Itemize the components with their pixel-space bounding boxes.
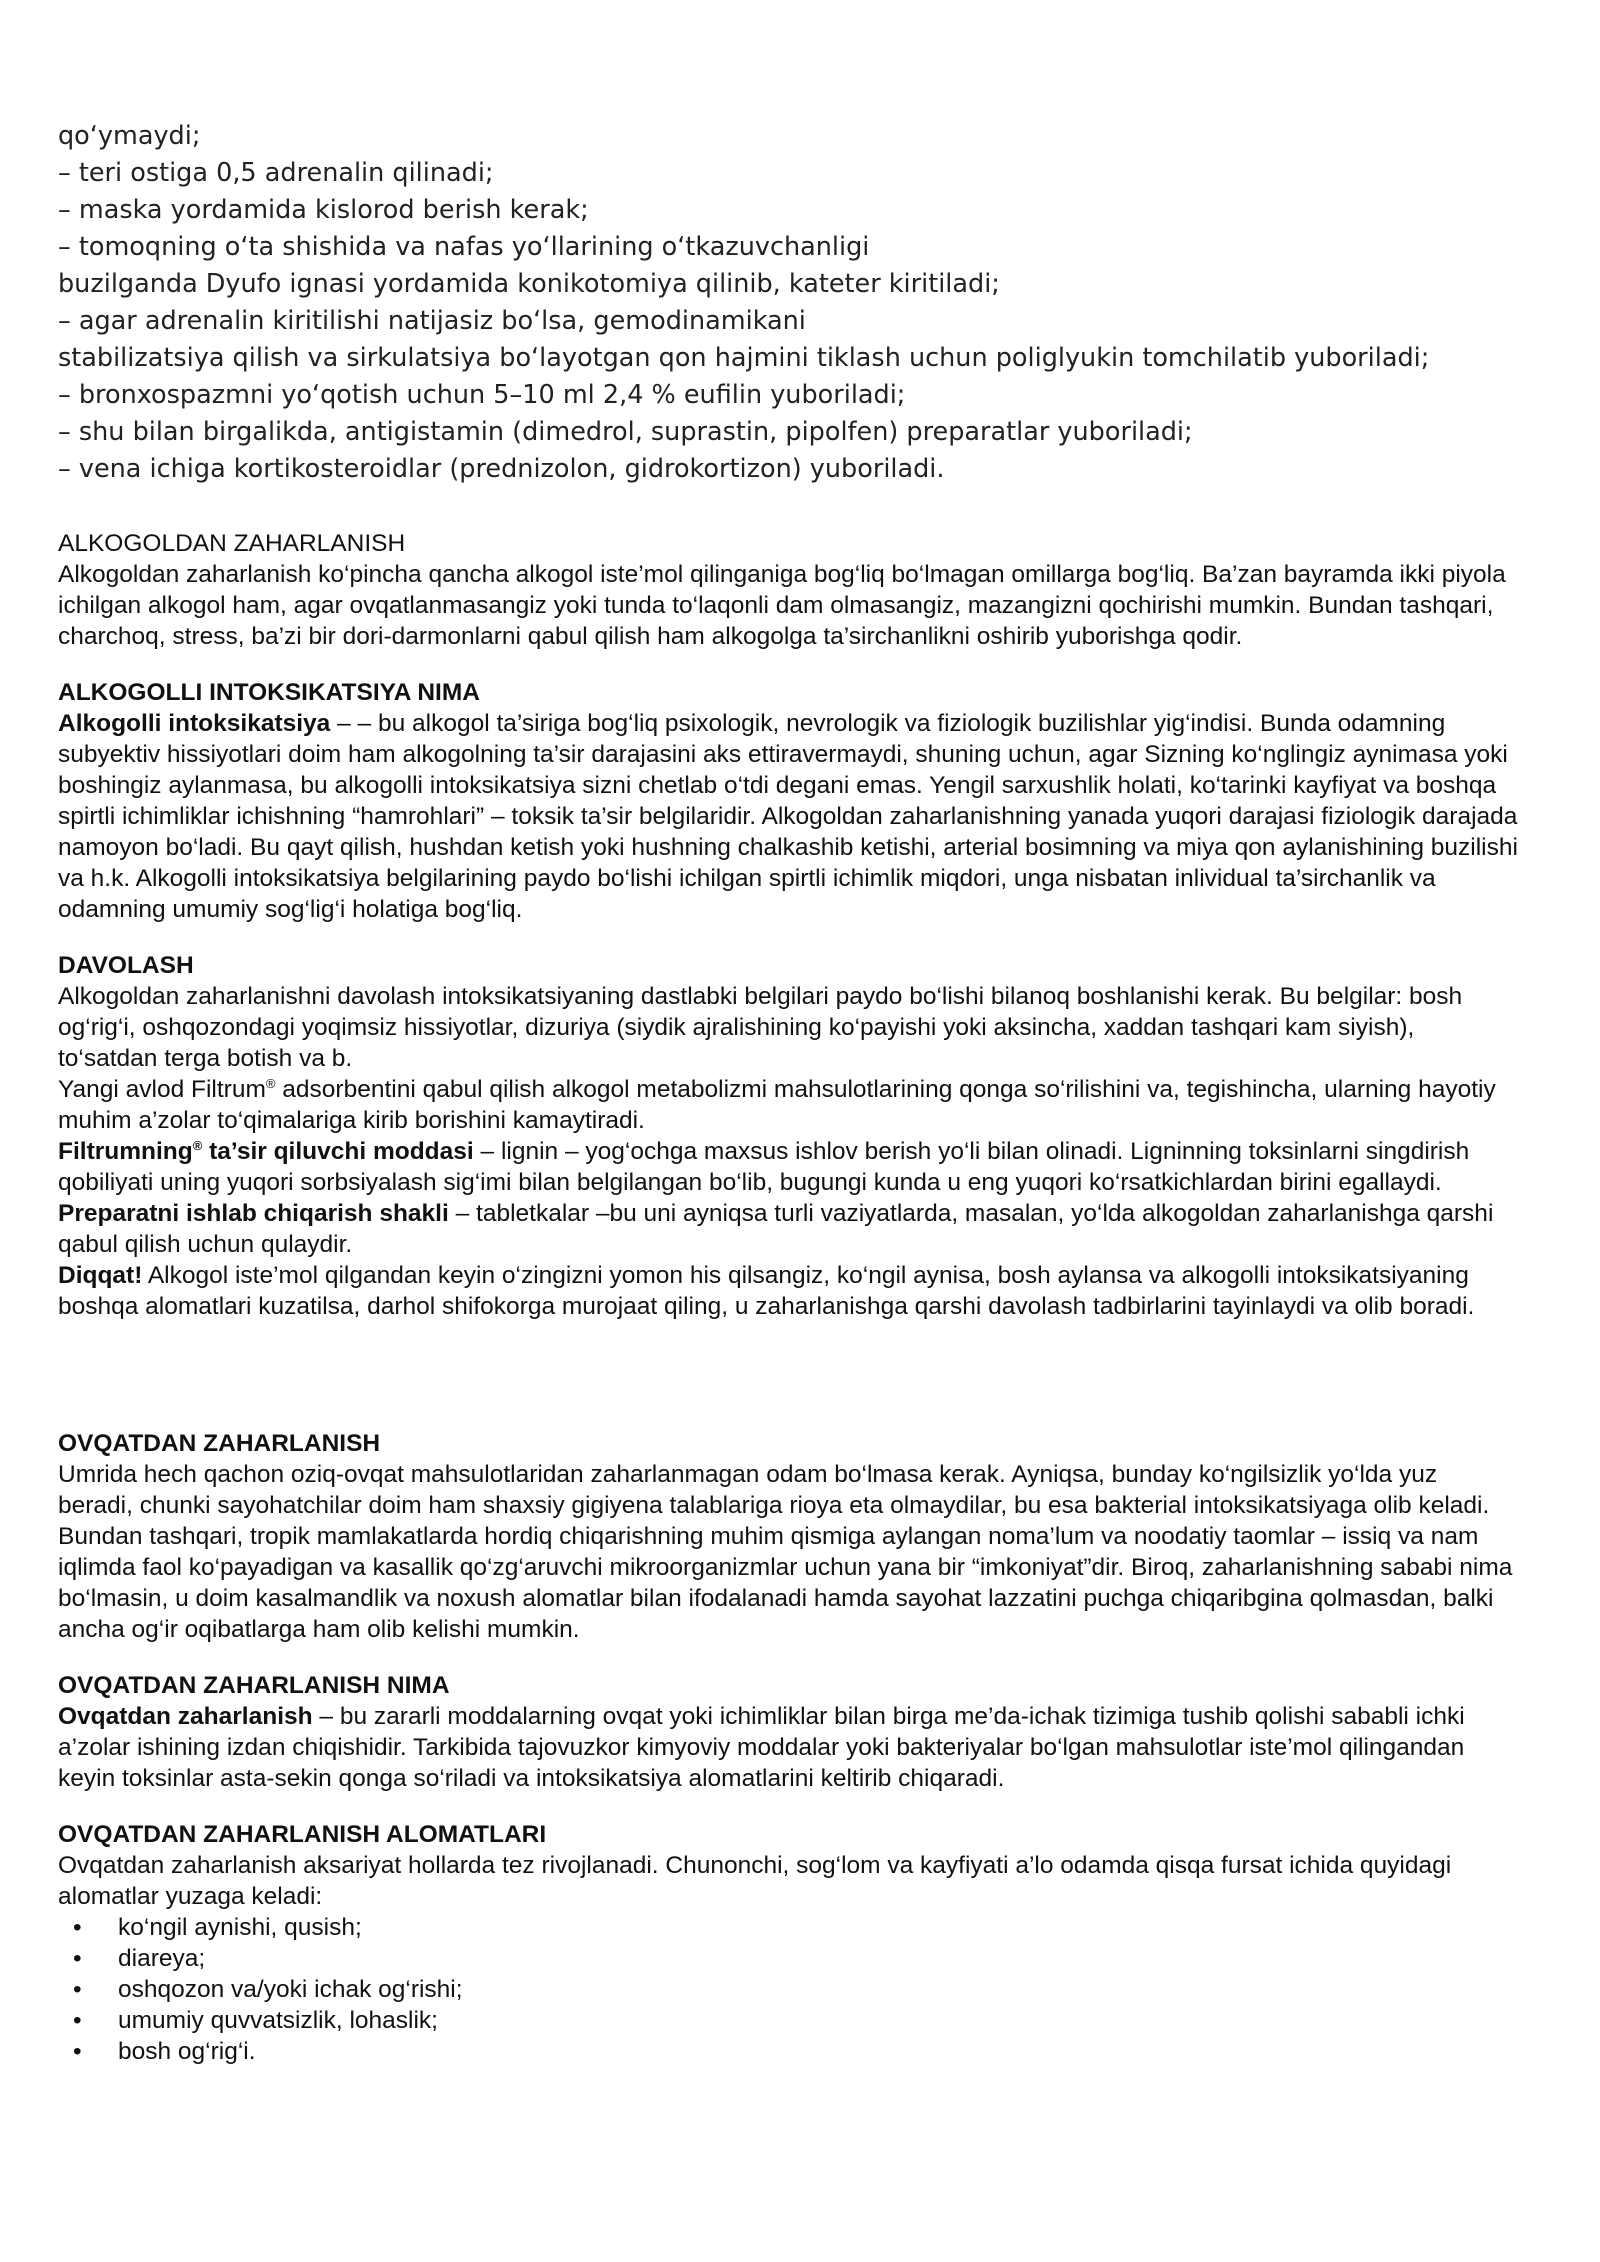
lignin-text: – lignin – yog‘ochga maxsus ishlov berish yo‘li bilan olinadi. Ligninning toksinlarni singdirish qobiliyati uning yuqori sorbsiyalash sig‘imi bilan belgilangan bo‘lib, bugungi kunda u eng yuqori ko‘rsatkichlardan birini egallaydi.	[58, 1138, 1470, 1196]
list-item-text: bosh og‘rig‘i.	[118, 2038, 256, 2065]
intro-line: buzilganda Dyufo ignasi yordamida konikotomiya qilinib, kateter kiritiladi;	[58, 269, 1000, 299]
intro-line: – bronxospazmni yo‘qotish uchun 5–10 ml 2,4 % eufilin yuboriladi;	[58, 380, 906, 410]
term-diqqat: Diqqat!	[58, 1262, 143, 1289]
list-item-text: oshqozon va/yoki ichak og‘rishi;	[118, 1976, 463, 2003]
paragraph-davolash-3	[58, 1136, 1518, 1198]
section-title-ovqat-nima: OVQATDAN ZAHARLANISH NIMA	[58, 1672, 450, 1699]
registered-mark: ®	[192, 1137, 203, 1153]
bullet-icon: •	[73, 2038, 82, 2065]
list-item	[58, 1912, 1518, 1943]
section-title-alomatlar: OVQATDAN ZAHARLANISH ALOMATLARI	[58, 1821, 547, 1848]
document-body	[58, 528, 1518, 2067]
paragraph-intoksikatsiya	[58, 708, 1518, 925]
spacer	[58, 1322, 1518, 1428]
diqqat-text: Alkogol iste’mol qilgandan keyin o‘zingizni yomon his qilsangiz, ko‘ngil aynisa, bosh aylansa va alkogolli intoksikatsiyaning boshqa alomatlari kuzatilsa, darhol shifokorga murojaat qiling, u zaharlanishga qarshi davolash tadbirlarini tayinlaydi va olib boradi.	[58, 1262, 1475, 1320]
bullet-icon: •	[73, 1945, 82, 1972]
term-ovqat: Ovqatdan zaharlanish	[58, 1703, 313, 1730]
list-item	[58, 1974, 1518, 2005]
paragraph-davolash-5	[58, 1260, 1518, 1322]
section-title-davolash: DAVOLASH	[58, 952, 194, 979]
term-filtrum-a: Filtrumning	[58, 1138, 193, 1165]
intro-line: qo‘ymaydi;	[58, 121, 201, 151]
intro-line: – shu bilan birgalikda, antigistamin (dimedrol, suprastin, pipolfen) preparatlar yuboriladi;	[58, 417, 1193, 447]
ovqat-nima-text: – bu zararli moddalarning ovqat yoki ichimliklar bilan birga me’da-ichak tizimiga tushib qolishi sababli ichki a’zolar ishining izdan chiqishidir. Tarkibida tajovuzkor kimyoviy moddalar yoki bakteriyalar bo‘lgan mahsulotlar iste’mol qilingandan keyin toksinlar asta-sekin qonga so‘riladi va intoksikatsiya alomatlarini keltirib chiqaradi.	[58, 1703, 1465, 1792]
list-item	[58, 2036, 1518, 2067]
term-filtrum-b: ta’sir qiluvchi moddasi	[202, 1138, 474, 1165]
symptom-list	[58, 1912, 1518, 2067]
bullet-icon: •	[73, 1976, 82, 2003]
term-filtrum	[58, 1138, 474, 1165]
document-page	[58, 118, 1518, 2067]
intro-line: – maska yordamida kislorod berish kerak;	[58, 195, 589, 225]
paragraph-alomatlar: Ovqatdan zaharlanish aksariyat hollarda tez rivojlanadi. Chunonchi, sog‘lom va kayfiyati a’lo odamda qisqa fursat ichida quyidagi alomatlar yuzaga keladi:	[58, 1852, 1452, 1910]
section-title-intoksikatsiya: ALKOGOLLI INTOKSIKATSIYA NIMA	[58, 679, 480, 706]
intro-line: – agar adrenalin kiritilishi natijasiz bo‘lsa, gemodinamikani	[58, 306, 806, 336]
paragraph-ovqat-nima	[58, 1701, 1518, 1794]
list-item	[58, 1943, 1518, 1974]
term-intoksikatsiya: Alkogolli intoksikatsiya	[58, 710, 331, 737]
paragraph-davolash-2	[58, 1074, 1518, 1136]
term-shakl: Preparatni ishlab chiqarish shakli	[58, 1200, 449, 1227]
list-item-text: diareya;	[118, 1945, 206, 1972]
filtrum-text: Yangi avlod Filtrum	[58, 1076, 266, 1103]
bullet-icon: •	[73, 1914, 82, 1941]
list-item	[58, 2005, 1518, 2036]
section-title-alkogol: ALKOGOLDAN ZAHARLANISH	[58, 530, 406, 557]
intro-line: – vena ichiga kortikosteroidlar (prednizolon, gidrokortizon) yuboriladi.	[58, 454, 945, 484]
list-item-text: ko‘ngil aynishi, qusish;	[118, 1914, 362, 1941]
registered-mark: ®	[265, 1075, 276, 1091]
paragraph-alkogol: Alkogoldan zaharlanish ko‘pincha qancha alkogol iste’mol qilinganiga bog‘liq bo‘lmagan omillarga bog‘liq. Ba’zan bayramda ikki piyola ichilgan alkogol ham, agar ovqatlanmasangiz yoki tunda to‘laqonli dam olmasangiz, mazangizni qochirishi mumkin. Bundan tashqari, charchoq, stress, ba’zi bir dori-darmonlarni qabul qilish ham alkogolga ta’sirchanlikni oshirib yuborishga qodir.	[58, 561, 1506, 650]
list-item-text: umumiy quvvatsizlik, lohaslik;	[118, 2007, 438, 2034]
paragraph-davolash-4	[58, 1198, 1518, 1260]
intro-line: – teri ostiga 0,5 adrenalin qilinadi;	[58, 158, 494, 188]
intro-list	[58, 118, 1518, 488]
definition-text: – – bu alkogol ta’siriga bog‘liq psixologik, nevrologik va fiziologik buzilishlar yig‘indisi. Bunda odamning subyektiv hissiyotlari doim ham alkogolning ta’sir darajasini aks ettiravermaydi, shuning uchun, agar Sizning ko‘nglingiz aynimasa yoki boshingiz aylanmasa, bu alkogolli intoksikatsiya sizni chetlab o‘tdi degani emas. Yengil sarxushlik holati, ko‘tarinki kayfiyat va boshqa spirtli ichimliklar ichishning “hamrohlari” – toksik ta’sir belgilaridir. Alkogoldan zaharlanishning yanada yuqori darajasi fiziologik darajada namoyon bo‘ladi. Bu qayt qilish, hushdan ketish yoki hushning chalkashib ketishi, arterial bosimning va miya qon aylanishining buzilishi va h.k. Alkogolli intoksikatsiya belgilarining paydo bo‘lishi ichilgan spirtli ichimlik miqdori, unga nisbatan inlividual ta’sirchanlik va odamning umumiy sog‘lig‘i holatiga bog‘liq.	[58, 710, 1518, 923]
section-title-ovqat: OVQATDAN ZAHARLANISH	[58, 1430, 381, 1457]
shakl-text: – tabletkalar –bu uni ayniqsa turli vaziyatlarda, masalan, yo‘lda alkogoldan zaharlanishga qarshi qabul qilish uchun qulaydir.	[58, 1200, 1494, 1258]
paragraph-davolash-1: Alkogoldan zaharlanishni davolash intoksikatsiyaning dastlabki belgilari paydo bo‘lishi bilanoq boshlanishi kerak. Bu belgilar: bosh og‘rig‘i, oshqozondagi yoqimsiz hissiyotlar, dizuriya (siydik ajralishining ko‘payishi yoki aksincha, xaddan tashqari kam siyish), to‘satdan terga botish va b.	[58, 983, 1463, 1072]
bullet-icon: •	[73, 2007, 82, 2034]
filtrum-text-rest: adsorbentini qabul qilish alkogol metabolizmi mahsulotlarining qonga so‘rilishini va, tegishincha, ularning hayotiy muhim a’zolar to‘qimalariga kirib borishini kamaytiradi.	[58, 1076, 1496, 1134]
intro-line: stabilizatsiya qilish va sirkulatsiya bo‘layotgan qon hajmini tiklash uchun poliglyukin tomchilatib yuboriladi;	[58, 343, 1430, 373]
paragraph-ovqat: Umrida hech qachon oziq-ovqat mahsulotlaridan zaharlanmagan odam bo‘lmasa kerak. Ayniqsa, bunday ko‘ngilsizlik yo‘lda yuz beradi, chunki sayohatchilar doim ham shaxsiy gigiyena talablariga rioya eta olmaydilar, bu esa bakterial intoksikatsiyaga olib keladi. Bundan tashqari, tropik mamlakatlarda hordiq chiqarishning muhim qismiga aylangan noma’lum va noodatiy taomlar – issiq va nam iqlimda faol ko‘payadigan va kasallik qo‘zg‘aruvchi mikroorganizmlar uchun yana bir “imkoniyat”dir. Biroq, zaharlanishning sababi nima bo‘lmasin, u doim kasalmandlik va noxush alomatlar bilan ifodalanadi hamda sayohat lazzatini puchga chiqaribgina qolmasdan, balki ancha og‘ir oqibatlarga ham olib kelishi mumkin.	[58, 1461, 1513, 1643]
intro-line: – tomoqning o‘ta shishida va nafas yo‘llarining o‘tkazuvchanligi	[58, 232, 870, 262]
